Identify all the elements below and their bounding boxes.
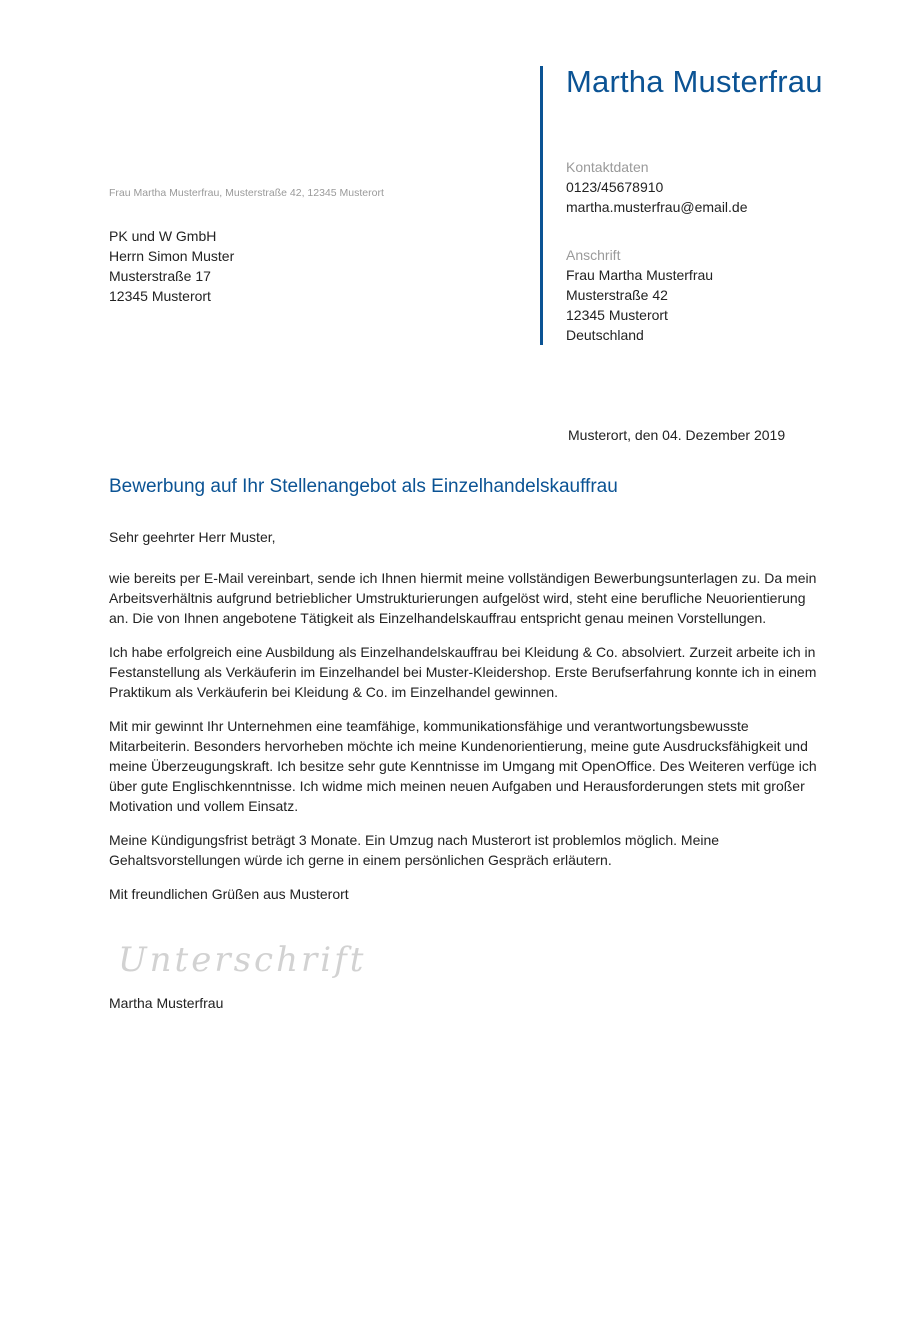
letter-subject: Bewerbung auf Ihr Stellenangebot als Einzelhandelskauffrau — [109, 476, 618, 497]
salutation: Sehr geehrter Herr Muster, — [109, 529, 276, 545]
signature-placeholder: Unterschrift — [118, 940, 367, 980]
contact-phone: 0123/45678910 — [566, 179, 664, 195]
sender-return-line: Frau Martha Musterfrau, Musterstraße 42, 12345 Musterort — [109, 187, 384, 199]
contact-label: Kontaktdaten — [566, 159, 649, 175]
contact-block — [566, 157, 748, 217]
recipient-line: Herrn Simon Muster — [109, 248, 235, 264]
address-block — [566, 245, 713, 345]
body-paragraph: wie bereits per E-Mail vereinbart, sende ich Ihnen hiermit meine vollständigen Bewerbungsunterlagen zu. Da mein Arbeitsverhältnis aufgrund betrieblicher Umstrukturierungen aufgelöst wird, steht eine berufliche Neuorientierung an. Die von Ihnen angebotene Tätigkeit als Einzelhandelskauffrau entspricht genau meinen Vorstellungen. — [109, 570, 817, 626]
letter-body — [109, 568, 825, 918]
address-label: Anschrift — [566, 247, 621, 263]
recipient-line: Musterstraße 17 — [109, 268, 211, 284]
body-paragraph: Ich habe erfolgreich eine Ausbildung als Einzelhandelskauffrau bei Kleidung & Co. absolviert. Zurzeit arbeite ich in Festanstellung als Verkäuferin im Einzelhandel bei Muster-Kleidershop. Erste Berufserfahrung konnte ich in einem Praktikum als Verkäuferin bei Kleidung & Co. im Einzelhandel gewinnen. — [109, 644, 817, 700]
applicant-name: Martha Musterfrau — [566, 64, 823, 99]
recipient-line: PK und W GmbH — [109, 228, 217, 244]
letter-date: Musterort, den 04. Dezember 2019 — [568, 427, 786, 443]
address-line: Deutschland — [566, 327, 644, 343]
recipient-line: 12345 Musterort — [109, 288, 211, 304]
body-paragraph: Meine Kündigungsfrist beträgt 3 Monate. Ein Umzug nach Musterort ist problemlos möglich. Meine Gehaltsvorstellungen würde ich gerne in einem persönlichen Gespräch erläutern. — [109, 832, 720, 868]
address-line: 12345 Musterort — [566, 307, 668, 323]
contact-email: martha.musterfrau@email.de — [566, 199, 748, 215]
recipient-address — [109, 226, 234, 306]
address-line: Frau Martha Musterfrau — [566, 267, 714, 283]
signer-name: Martha Musterfrau — [109, 995, 224, 1011]
accent-divider — [540, 66, 543, 345]
closing-phrase: Mit freundlichen Grüßen aus Musterort — [109, 886, 349, 902]
body-paragraph: Mit mir gewinnt Ihr Unternehmen eine teamfähige, kommunikationsfähige und verantwortungsbewusste Mitarbeiterin. Besonders hervorheben möchte ich meine Kundenorientierung, meine gute Ausdrucksfähigkeit und meine Überzeugungskraft. Ich besitze sehr gute Kenntnisse im Umgang mit OpenOffice. Des Weiteren verfüge ich über gute Englischkenntnisse. Ich widme mich meinen neuen Aufgaben und Herausforderungen stets mit großer Motivation und vollem Einsatz. — [109, 718, 817, 814]
address-line: Musterstraße 42 — [566, 287, 668, 303]
